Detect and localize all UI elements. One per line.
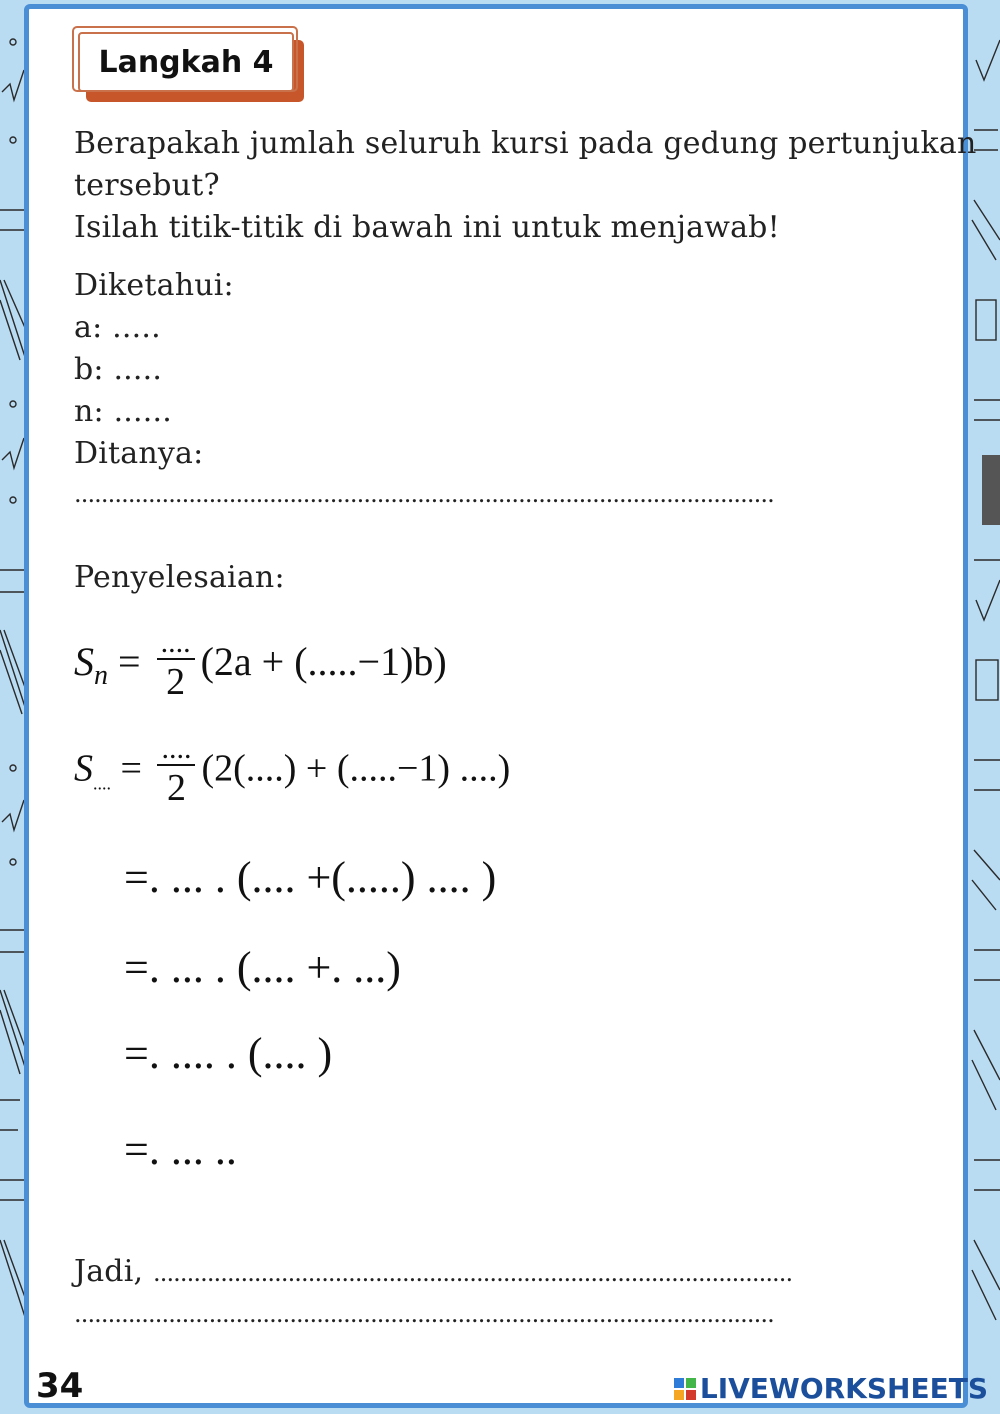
liveworksheets-brand	[674, 1372, 988, 1405]
left-doodle-border	[0, 0, 26, 1414]
formula-substituted	[74, 734, 510, 810]
known-n-field[interactable]: n: ......	[74, 394, 172, 429]
brand-name: LIVEWORKSHEETS	[699, 1372, 988, 1405]
formula-substituted-denominator: 2	[166, 767, 186, 809]
conclusion-field-1[interactable]: ...............................................................................................	[152, 1259, 793, 1287]
step-label: Langkah 4	[78, 32, 294, 92]
solution-step-6[interactable]: =. ... ..	[124, 1125, 237, 1174]
known-b-field[interactable]: b: .....	[74, 352, 163, 387]
formula-general-subscript: n	[94, 660, 108, 692]
asked-heading: Ditanya:	[74, 436, 204, 471]
solution-step-4[interactable]: =. ... . (.... +. ...)	[124, 943, 401, 992]
formula-general-lhs: S	[74, 639, 94, 685]
question-line-2: tersebut?	[74, 168, 220, 203]
solution-step-5[interactable]: =. .... . (.... )	[124, 1029, 333, 1078]
solution-heading: Penyelesaian:	[74, 560, 285, 595]
asked-answer-field[interactable]: ........................................................................................................	[74, 480, 774, 508]
math-doodle-pattern	[970, 0, 1000, 1414]
known-heading: Diketahui:	[74, 268, 234, 303]
math-doodle-pattern	[0, 0, 26, 1414]
instruction-line: Isilah titik-titik di bawah ini untuk menjawab!	[74, 210, 780, 245]
formula-substituted-lhs: S	[74, 747, 93, 790]
formula-general	[74, 628, 447, 704]
formula-general-numerator-blank[interactable]: ....	[157, 628, 195, 660]
solution-step-3[interactable]: =. ... . (.... +(.....) .... )	[124, 853, 497, 902]
formula-substituted-subscript-blank[interactable]: ....	[93, 773, 111, 794]
conclusion-field-2[interactable]: ........................................................................................................	[74, 1300, 774, 1328]
question-line-1: Berapakah jumlah seluruh kursi pada gedung pertunjukan	[74, 126, 977, 161]
formula-substituted-numerator-blank[interactable]: ....	[157, 734, 195, 766]
formula-general-rhs[interactable]: (2a + (.....−1)b)	[200, 639, 447, 685]
formula-general-fraction	[157, 628, 195, 704]
formula-substituted-rhs[interactable]: (2(....) + (.....−1) ....)	[201, 747, 511, 790]
formula-general-denominator: 2	[166, 661, 186, 703]
formula-substituted-equals: =	[120, 747, 142, 790]
known-a-field[interactable]: a: .....	[74, 310, 161, 345]
page-number: 34	[36, 1366, 84, 1406]
liveworksheets-logo-icon	[674, 1378, 696, 1400]
conclusion-label: Jadi,	[74, 1254, 153, 1289]
right-doodle-border	[970, 0, 1000, 1414]
step-tag	[72, 26, 306, 104]
formula-substituted-fraction	[157, 734, 195, 810]
conclusion-line	[74, 1254, 792, 1289]
formula-general-equals: =	[118, 639, 141, 685]
